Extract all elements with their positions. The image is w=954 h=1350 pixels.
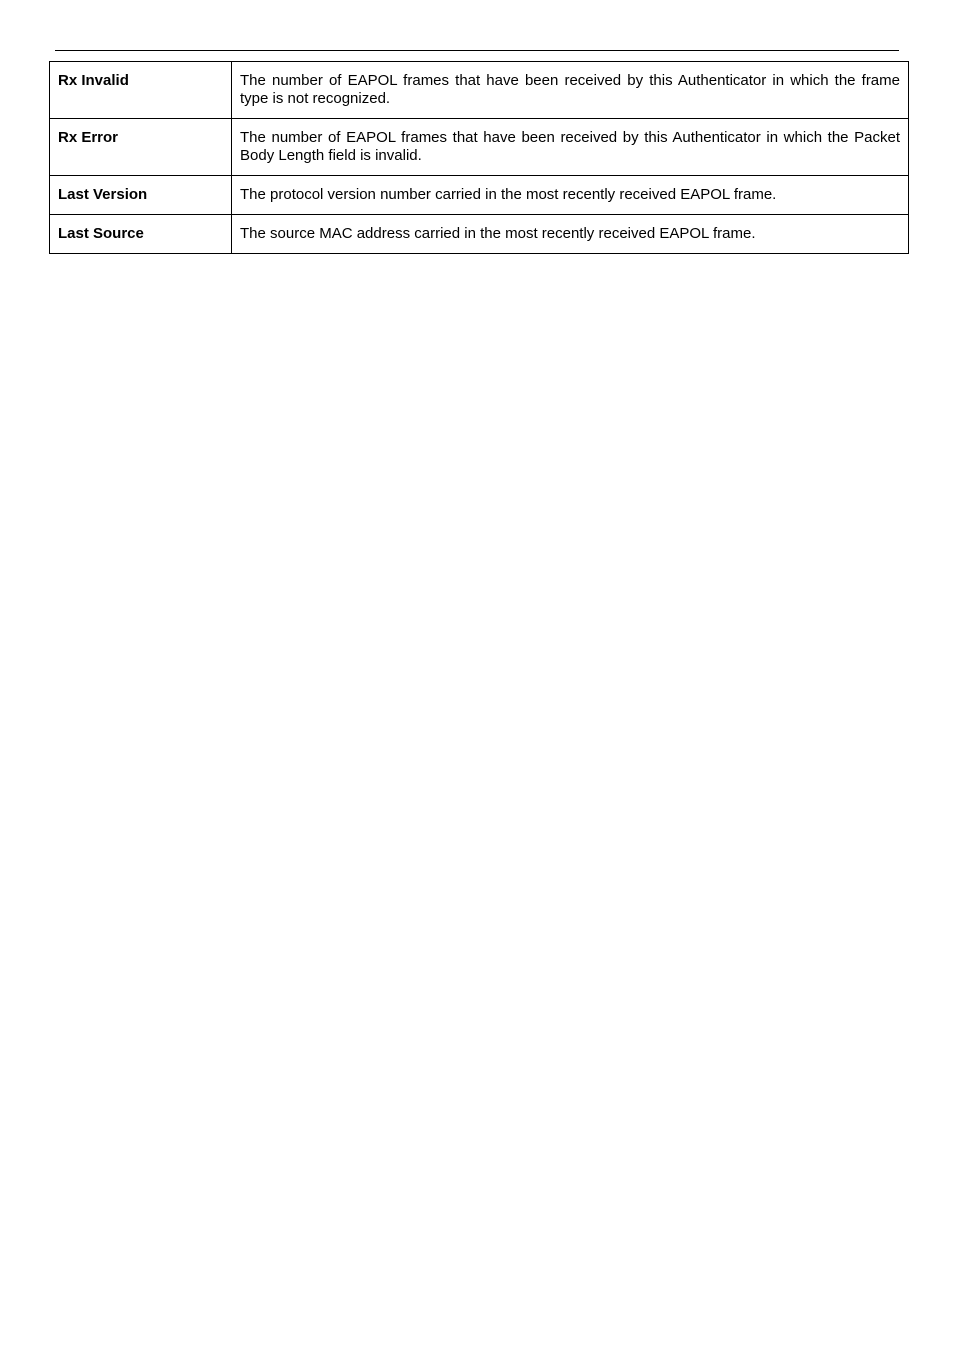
parameter-name: Last Source	[50, 215, 232, 254]
table-row	[50, 176, 909, 215]
parameter-name: Rx Error	[50, 119, 232, 176]
parameter-name: Last Version	[50, 176, 232, 215]
parameter-name: Rx Invalid	[50, 62, 232, 119]
table-row	[50, 62, 909, 119]
table-row	[50, 215, 909, 254]
table-row	[50, 119, 909, 176]
parameter-description: The number of EAPOL frames that have been received by this Authenticator in which the Packet Body Length field is invalid.	[232, 119, 909, 176]
header-rule	[55, 50, 899, 51]
parameter-description: The number of EAPOL frames that have been received by this Authenticator in which the frame type is not recognized.	[232, 62, 909, 119]
parameter-table	[49, 61, 909, 254]
parameter-description: The protocol version number carried in the most recently received EAPOL frame.	[232, 176, 909, 215]
parameter-description: The source MAC address carried in the most recently received EAPOL frame.	[232, 215, 909, 254]
